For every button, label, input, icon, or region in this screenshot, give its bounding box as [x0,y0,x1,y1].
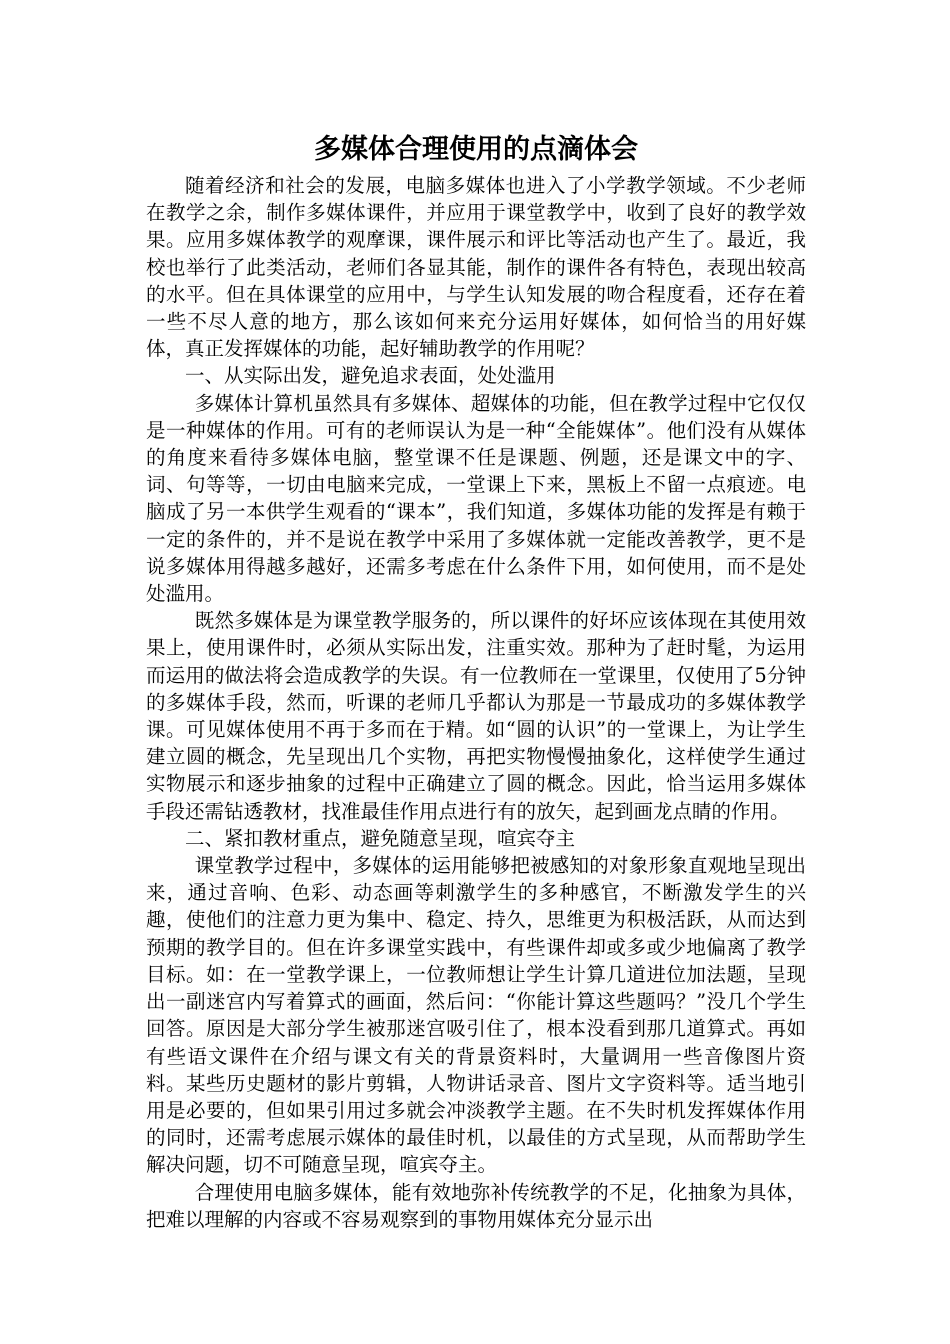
section-1-paragraph-2: 既然多媒体是为课堂教学服务的，所以课件的好坏应该体现在其使用效果上，使用课件时，必须从实际出发，注重实效。那种为了赶时髦，为运用而运用的做法将会造成教学的失误。有一位教师在一堂课里，仅使用了5分钟的多媒体手段，然而，听课的老师几乎都认为那是一节最成功的多媒体教学课。可见媒体使用不再于多而在于精。如“圆的认识”的一堂课上，为让学生建立圆的概念，先呈现出几个实物，再把实物慢慢抽象化，这样使学生通过实物展示和逐步抽象的过程中正确建立了圆的概念。因此，恰当运用多媒体手段还需钻透教材，找准最佳作用点进行有的放矢，起到画龙点睛的作用。 [146,609,806,823]
section-2-paragraph-1: 课堂教学过程中，多媒体的运用能够把被感知的对象形象直观地呈现出来，通过音响、色彩、动态画等刺激学生的多种感官，不断激发学生的兴趣，使他们的注意力更为集中、稳定、持久，思维更为积极活跃，从而达到预期的教学目的。但在许多课堂实践中，有些课件却或多或少地偏离了教学目标。如：在一堂教学课上，一位教师想让学生计算几道进位加法题，呈现出一副迷宫内写着算式的画面，然后问：“你能计算这些题吗？”没几个学生回答。原因是大部分学生被那迷宫吸引住了，根本没看到那几道算式。再如有些语文课件在介绍与课文有关的背景资料时，大量调用一些音像图片资料。某些历史题材的影片剪辑，人物讲话录音、图片文字资料等。适当地引用是必要的，但如果引用过多就会冲淡教学主题。在不失时机发挥媒体作用的同时，还需考虑展示媒体的最佳时机，以最佳的方式呈现，从而帮助学生解决问题，切不可随意呈现，喧宾夺主。 [146,854,806,1177]
section-2-paragraph-2: 合理使用电脑多媒体，能有效地弥补传统教学的不足，化抽象为具体，把难以理解的内容或不容易观察到的事物用媒体充分显示出 [146,1180,806,1231]
intro-paragraph: 随着经济和社会的发展，电脑多媒体也进入了小学教学领域。不少老师在教学之余，制作多媒体课件，并应用于课堂教学中，收到了良好的教学效果。应用多媒体教学的观摩课，课件展示和评比等活动也产生了。最近，我校也举行了此类活动，老师们各显其能，制作的课件各有特色，表现出较高的水平。但在具体课堂的应用中，与学生认知发展的吻合程度看，还存在着一些不尽人意的地方，那么该如何来充分运用好媒体，如何恰当的用好媒体，真正发挥媒体的功能，起好辅助教学的作用呢？ [146,174,806,361]
section-heading-1: 一、从实际出发，避免追求表面，处处滥用 [185,364,556,388]
section-heading-2: 二、紧扣教材重点，避免随意呈现，喧宾夺主 [185,826,576,850]
section-1-paragraph-1: 多媒体计算机虽然具有多媒体、超媒体的功能，但在教学过程中它仅仅是一种媒体的作用。可有的老师误认为是一种“全能媒体”。他们没有从媒体的角度来看待多媒体电脑，整堂课不任是课题、例题，还是课文中的字、词、句等等，一切由电脑来完成，一堂课上下来，黑板上不留一点痕迹。电脑成了另一本供学生观看的“课本”，我们知道，多媒体功能的发挥是有赖于一定的条件的，并不是说在教学中采用了多媒体就一定能改善教学，更不是说多媒体用得越多越好，还需多考虑在什么条件下用，如何使用，而不是处处滥用。 [146,391,806,606]
document-title: 多媒体合理使用的点滴体会 [314,134,638,165]
document-page [146,130,806,1233]
